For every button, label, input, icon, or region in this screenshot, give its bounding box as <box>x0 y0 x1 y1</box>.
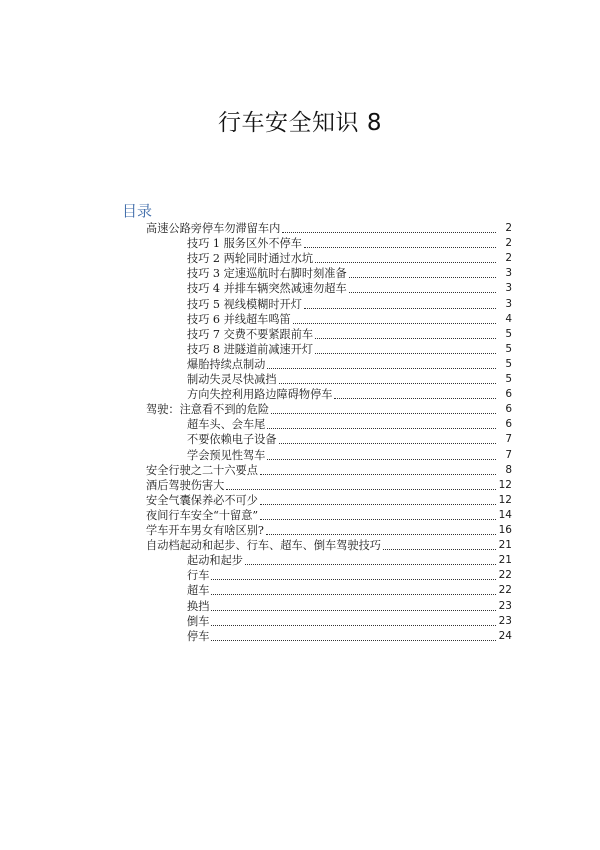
toc-entry[interactable] <box>187 357 512 372</box>
toc-entry[interactable] <box>187 327 512 342</box>
toc-entry-page: 24 <box>498 629 512 642</box>
toc-dot-leader <box>315 338 496 339</box>
toc-dot-leader <box>293 323 496 324</box>
toc-entry-page: 2 <box>505 222 512 234</box>
toc-entry-page: 5 <box>505 327 512 340</box>
toc-entry-page: 5 <box>505 373 512 385</box>
toc-entry[interactable] <box>187 599 512 614</box>
toc-entry[interactable] <box>146 463 512 478</box>
toc-entry-text: 学会预见性驾车 <box>187 448 266 462</box>
toc-entry-text: 方向失控利用路边障碍物停车 <box>187 388 333 402</box>
toc-entry[interactable] <box>187 553 512 568</box>
toc-dot-leader <box>315 353 496 354</box>
toc-entry[interactable] <box>187 583 512 598</box>
toc-entry[interactable] <box>146 221 512 236</box>
toc-entry[interactable] <box>187 432 512 447</box>
toc-dot-leader <box>211 610 496 611</box>
toc-entry[interactable] <box>187 568 512 583</box>
toc-entry-text: 换挡 <box>187 599 210 613</box>
toc-dot-leader <box>226 489 496 490</box>
toc-dot-leader <box>211 625 496 626</box>
toc-entry[interactable] <box>187 312 512 327</box>
toc-dot-leader <box>349 277 496 278</box>
toc-dot-leader <box>334 398 496 399</box>
toc-dot-leader <box>271 413 496 414</box>
toc-dot-leader <box>267 368 496 369</box>
toc-dot-leader <box>304 308 496 309</box>
toc-entry-page: 21 <box>498 539 512 552</box>
toc-dot-leader <box>315 262 496 263</box>
toc-entry[interactable] <box>187 614 512 629</box>
toc-entry[interactable] <box>187 372 512 387</box>
toc-entry-text: 技巧 7 交费不要紧跟前车 <box>187 327 314 341</box>
toc-dot-leader <box>383 549 496 550</box>
toc-entry-text: 倒车 <box>187 614 210 628</box>
toc-dot-leader <box>211 594 496 595</box>
toc-entry[interactable] <box>187 281 512 296</box>
toc-entry-text: 技巧 4 并排车辆突然减速勿超车 <box>187 282 347 296</box>
toc-entry-page: 4 <box>505 312 512 325</box>
toc-entry-page: 8 <box>505 463 512 476</box>
toc-dot-leader <box>211 640 496 641</box>
toc-dot-leader <box>260 474 496 475</box>
toc-entry-page: 12 <box>498 493 512 506</box>
toc-entry-text: 不要依赖电子设备 <box>187 433 277 447</box>
toc-dot-leader <box>211 579 496 580</box>
toc-entry-text: 技巧 3 定速巡航时右脚时刻准备 <box>187 267 347 281</box>
toc-entry[interactable] <box>146 538 512 553</box>
toc-dot-leader <box>282 232 496 233</box>
toc-entry-text: 技巧 8 进隧道前减速开灯 <box>187 342 314 356</box>
toc-entry-text: 行车 <box>187 569 210 583</box>
toc-dot-leader <box>349 292 496 293</box>
toc-dot-leader <box>266 534 496 535</box>
toc-entry[interactable] <box>187 342 512 357</box>
toc-dot-leader <box>260 519 496 520</box>
toc-entry-page: 12 <box>498 478 512 491</box>
toc-entry-text: 酒后驾驶伤害大 <box>146 478 225 492</box>
toc-entry-page: 3 <box>505 267 512 280</box>
toc-entry-text: 超车头、会车尾 <box>187 418 266 432</box>
toc-dot-leader <box>304 247 496 248</box>
toc-entry-page: 7 <box>505 433 512 446</box>
toc-entry-text: 自动档起动和起步、行车、超车、倒车驾驶技巧 <box>146 539 381 553</box>
toc-dot-leader <box>245 564 496 565</box>
toc-entry[interactable] <box>187 387 512 402</box>
toc-entry-text: 停车 <box>187 629 210 643</box>
toc-heading: 目录 <box>122 202 153 220</box>
toc-entry-page: 5 <box>505 357 512 370</box>
toc-entry[interactable] <box>187 236 512 251</box>
toc-dot-leader <box>260 504 496 505</box>
toc-entry-text: 高速公路旁停车勿滞留车内 <box>146 222 281 235</box>
document-title: 行车安全知识 8 <box>218 110 382 136</box>
toc-entry[interactable] <box>187 448 512 463</box>
toc-entry-page: 2 <box>505 237 512 250</box>
toc-entry-page: 6 <box>505 388 512 401</box>
toc-dot-leader <box>279 443 496 444</box>
toc-entry-text: 技巧 6 并线超车鸣笛 <box>187 312 291 326</box>
toc-entry-page: 23 <box>498 599 512 612</box>
toc-entry-page: 6 <box>505 418 512 431</box>
toc-entry-page: 7 <box>505 448 512 461</box>
toc-entry-page: 14 <box>498 508 512 521</box>
toc-entry-text: 驾驶：注意看不到的危险 <box>146 403 270 417</box>
toc-entry-text: 爆胎持续点制动 <box>187 357 266 371</box>
toc-entry-text: 安全行驶之二十六要点 <box>146 463 258 477</box>
toc-entry-page: 16 <box>498 524 512 536</box>
toc-entry-text: 超车 <box>187 584 210 598</box>
toc-entry-page: 5 <box>505 342 512 355</box>
toc-entry-page: 6 <box>505 403 512 416</box>
toc-entry-page: 23 <box>498 614 512 627</box>
toc-entry[interactable] <box>187 251 512 266</box>
toc-entry-text: 制动失灵尽快减挡 <box>187 373 277 386</box>
toc-entry-text: 技巧 2 两轮同时通过水坑 <box>187 252 314 266</box>
toc-entry-text: 技巧 5 视线模糊时开灯 <box>187 297 302 311</box>
toc-entry-text: 安全气囊保养必不可少 <box>146 493 258 507</box>
toc-entry[interactable] <box>187 417 512 432</box>
toc-entry-page: 2 <box>505 252 512 265</box>
toc-entry-page: 22 <box>498 569 512 582</box>
toc-entry[interactable] <box>146 508 512 523</box>
toc-entry[interactable] <box>187 297 512 312</box>
toc-dot-leader <box>267 459 496 460</box>
toc-entry-text: 起动和起步 <box>187 554 243 568</box>
toc-entry[interactable] <box>146 523 512 538</box>
toc-entry-page: 3 <box>505 297 512 310</box>
toc-entry[interactable] <box>146 493 512 508</box>
toc-entry-page: 21 <box>498 554 512 567</box>
toc-entry[interactable] <box>187 629 512 644</box>
toc-entry[interactable] <box>146 478 512 493</box>
toc-entry[interactable] <box>187 266 512 281</box>
toc-entry-text: 技巧 1 服务区外不停车 <box>187 237 302 251</box>
toc-entry-text: 夜间行车安全“十留意” <box>146 508 259 522</box>
toc-entry-page: 22 <box>498 584 512 597</box>
toc-dot-leader <box>267 428 496 429</box>
toc-dot-leader <box>279 383 496 384</box>
toc-entry-text: 学车开车男女有啥区别? <box>146 524 264 537</box>
toc-entry[interactable] <box>146 402 512 417</box>
toc-entry-page: 3 <box>505 282 512 295</box>
